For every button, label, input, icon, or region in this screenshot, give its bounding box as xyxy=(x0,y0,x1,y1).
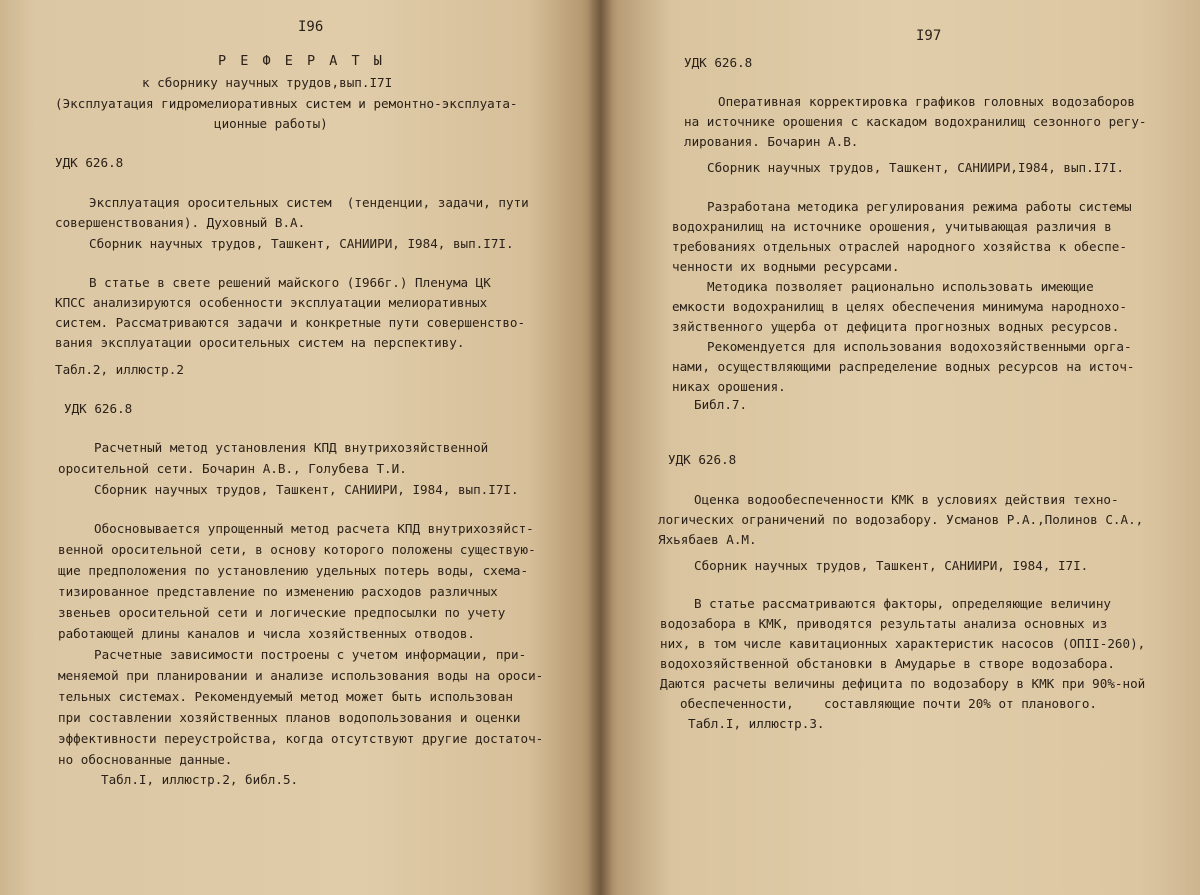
abstract-title-line: логических ограничений по водозабору. Усманов Р.А.,Полинов С.А., xyxy=(658,512,1144,527)
abstract-body-line: водозабора в КМК, приводятся результаты анализа основных из xyxy=(660,616,1108,631)
right-page xyxy=(600,0,1200,895)
abstract-body-line: при составлении хозяйственных планов водопользования и оценки xyxy=(58,710,521,725)
abstract-body-line: емкости водохранилищ в целях обеспечения минимума народнохо- xyxy=(672,299,1127,314)
abstract-source: Сборник научных трудов, Ташкент, САНИИРИ, I984, I7I. xyxy=(694,558,1089,573)
abstract-body-line: звеньев оросительной сети и логические предпосылки по учету xyxy=(58,605,506,620)
abstract-body-line: Разработана методика регулирования режима работы системы xyxy=(707,199,1132,214)
abstract-body-line: нами, осуществляющими распределение водных ресурсов на источ- xyxy=(672,359,1135,374)
abstract-body-line: но обоснованные данные. xyxy=(58,752,233,767)
abstract-title-line: Эксплуатация оросительных систем (тенденции, задачи, пути xyxy=(89,195,529,210)
abstract-body-line: В статье в свете решений майского (I966г.) Пленума ЦК xyxy=(89,275,491,290)
abstract-body-line: В статье рассматриваются факторы, определяющие величину xyxy=(694,596,1112,611)
abstract-body-line: меняемой при планировании и анализе использования воды на ороси- xyxy=(58,668,544,683)
abstract-body-line: тельных системах. Рекомендуемый метод может быть использован xyxy=(58,689,513,704)
abstract-body-line: эффективности переустройства, когда отсутствуют другие достаточ- xyxy=(58,731,544,746)
section-title: Р Е Ф Е Р А Т Ы xyxy=(218,53,385,69)
abstract-body-line: водохранилищ на источнике орошения, учитывающая различия в xyxy=(672,219,1112,234)
abstract-title-line: совершенствования). Духовный В.А. xyxy=(55,215,306,230)
abstract-body-line: систем. Рассматриваются задачи и конкретные пути совершенство- xyxy=(55,315,526,330)
abstract-title-line: Расчетный метод установления КПД внутрихозяйственной xyxy=(94,440,489,455)
abstract-title-line: Оперативная корректировка графиков головных водозаборов xyxy=(718,94,1136,109)
abstract-body-line: Обосновывается упрощенный метод расчета КПД внутрихозяйст- xyxy=(94,521,534,536)
abstract-title-line: Оценка водообеспеченности КМК в условиях действия техно- xyxy=(694,492,1119,507)
abstract-body-line: Расчетные зависимости построены с учетом информации, при- xyxy=(94,647,527,662)
abstract-body-line: них, в том числе кавитационных характеристик насосов (ОПII-260), xyxy=(660,636,1146,651)
abstract-title-line: на источнике орошения с каскадом водохранилищ сезонного регу- xyxy=(684,114,1147,129)
abstract-body-line: Даются расчеты величины дефицита по водозабору в КМК при 90%-ной xyxy=(660,676,1146,691)
abstract-body-line: работающей длины каналов и числа хозяйственных отводов. xyxy=(58,626,476,641)
abstract-title-line: оросительной сети. Бочарин А.В., Голубева Т.И. xyxy=(58,461,407,476)
udk-code: УДК 626.8 xyxy=(668,452,737,467)
abstract-body-line: обеспеченности, составляющие почти 20% от планового. xyxy=(680,696,1098,711)
udk-code: УДК 626.8 xyxy=(55,155,124,170)
abstract-body-line: водохозяйственной обстановки в Амударье в створе водозабора. xyxy=(660,656,1115,671)
abstract-body-line: требованиях отдельных отраслей народного хозяйства к обеспе- xyxy=(672,239,1127,254)
abstract-body-line: ченности их водными ресурсами. xyxy=(672,259,900,274)
abstract-source: Сборник научных трудов, Ташкент, САНИИРИ, I984, вып.I7I. xyxy=(89,236,514,251)
abstract-title-line: лирования. Бочарин А.В. xyxy=(684,134,859,149)
abstract-body-line: вания эксплуатации оросительных систем на перспективу. xyxy=(55,335,465,350)
page-number: I97 xyxy=(916,28,942,44)
udk-code: УДК 626.8 xyxy=(684,55,753,70)
abstract-body-line: КПСС анализируются особенности эксплуатации мелиоративных xyxy=(55,295,488,310)
abstract-body-line: венной оросительной сети, в основу которого положены существую- xyxy=(58,542,536,557)
abstract-body-line: щие предположения по установлению удельных потерь воды, схема- xyxy=(58,563,529,578)
abstract-body-line: Рекомендуется для использования водохозяйственными орга- xyxy=(707,339,1132,354)
abstract-source: Сборник научных трудов, Ташкент, САНИИРИ,I984, вып.I7I. xyxy=(707,160,1125,175)
abstract-refs: Табл.I, иллюстр.2, библ.5. xyxy=(101,772,299,787)
abstract-body-line: тизированное представление по изменению расходов различных xyxy=(58,584,498,599)
series-line: ционные работы) xyxy=(214,116,328,131)
page-number: I96 xyxy=(298,19,324,35)
abstract-body-line: зяйственного ущерба от дефицита прогнозных водных ресурсов. xyxy=(672,319,1120,334)
series-line: (Эксплуатация гидромелиоративных систем и ремонтно-эксплуата- xyxy=(55,96,518,111)
abstract-body-line: никах орошения. xyxy=(672,379,786,394)
udk-code: УДК 626.8 xyxy=(64,401,133,416)
abstract-source: Сборник научных трудов, Ташкент, САНИИРИ, I984, вып.I7I. xyxy=(94,482,519,497)
abstract-title-line: Яхьябаев А.М. xyxy=(658,532,757,547)
abstract-refs: Библ.7. xyxy=(694,397,748,412)
section-subtitle: к сборнику научных трудов,вып.I7I xyxy=(142,75,393,90)
abstract-refs: Табл.I, иллюстр.3. xyxy=(688,716,825,731)
abstract-refs: Табл.2, иллюстр.2 xyxy=(55,362,184,377)
abstract-body-line: Методика позволяет рационально использовать имеющие xyxy=(707,279,1094,294)
